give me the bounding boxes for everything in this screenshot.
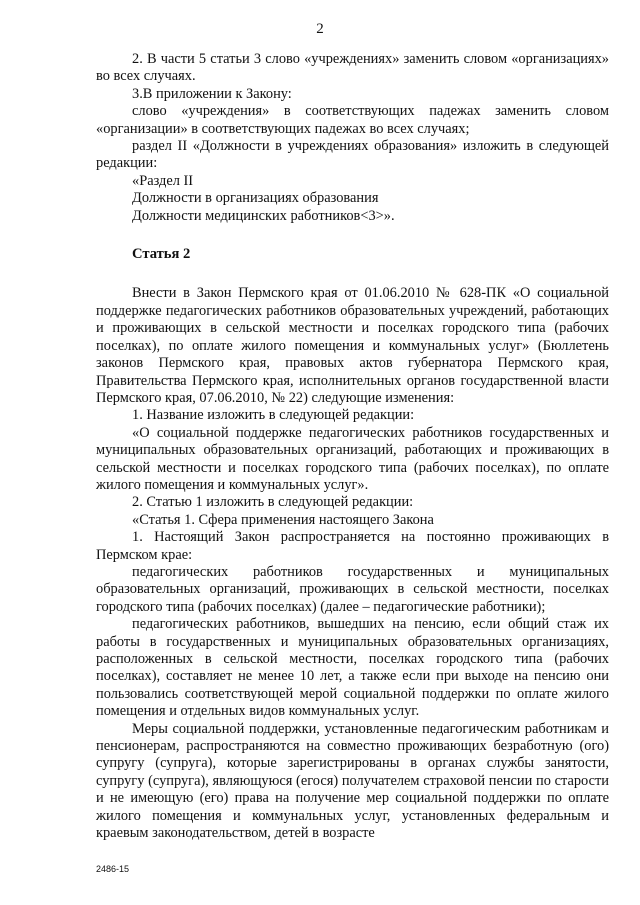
paragraph: педагогических работников государственных и муниципальных образовательных организаций, проживающих в сельской местности, поселках городского типа (рабочих поселках) (далее – педагогические работники); xyxy=(96,563,609,615)
article-heading: Статья 2 xyxy=(132,246,191,263)
paragraph: педагогических работников, вышедших на пенсию, если общий стаж их работы в государственных и муниципальных образовательных организациях, расположенных в сельской местности, поселках городского типа (рабочих поселках), составляет не менее 10 лет, а также если при выходе на пенсию они пользовались соответствующей мерой социальной поддержки по оплате жилого помещения и отдельных видов коммунальных услуг. xyxy=(96,616,609,720)
document-body xyxy=(96,51,609,842)
paragraph: Внести в Закон Пермского края от 01.06.2010 № 628-ПК «О социальной поддержке педагогических работников образовательных учреждений, работающих и проживающих в сельской местности и поселках городского типа (рабочих поселках), по оплате жилого помещения и коммунальных услуг» (Бюллетень законов Пермского края, правовых актов губернатора Пермского края, Правительства Пермского края, исполнительных органов государственной власти Пермского края, 07.06.2010, № 22) следующие изменения: xyxy=(96,285,609,406)
paragraph: раздел II «Должности в учреждениях образования» изложить в следующей редакции: xyxy=(96,138,609,172)
paragraph: «Раздел II xyxy=(132,172,194,189)
paragraph: «О социальной поддержке педагогических работников государственных и муниципальных образовательных организаций, работающих и проживающих в сельской местности и поселках городского типа (рабочих поселках), по оплате жилого помещения и коммунальных услуг». xyxy=(96,424,609,493)
paragraph: 1. Настоящий Закон распространяется на постоянно проживающих в Пермском крае: xyxy=(96,529,609,563)
paragraph: слово «учреждения» в соответствующих падежах заменить словом «организации» в соответствующих падежах во всех случаях; xyxy=(96,103,609,137)
paragraph: «Статья 1. Сфера применения настоящего Закона xyxy=(132,511,434,528)
document-code: 2486-15 xyxy=(96,864,130,874)
paragraph: Меры социальной поддержки, установленные педагогическим работникам и пенсионерам, распространяются на совместно проживающих безработную (ого) супругу (супруга), которые зарегистрированы в органах службы занятости, супругу (супруга), являющуюся (егося) получателем страховой пенсии по старости и не имеющую (его) права на получение мер социальной поддержки по оплате жилого помещения и коммунальных услуг, установленных федеральным и краевым законодательством, детей в возрасте xyxy=(96,720,609,842)
paragraph: 3.В приложении к Закону: xyxy=(132,85,292,102)
paragraph: Должности в организациях образования xyxy=(132,190,379,207)
paragraph: 2. Статью 1 изложить в следующей редакции: xyxy=(132,494,414,511)
page-number: 2 xyxy=(316,21,324,37)
paragraph: Должности медицинских работников<3>». xyxy=(132,207,395,224)
paragraph: 1. Название изложить в следующей редакции: xyxy=(132,407,415,424)
paragraph: 2. В части 5 статьи 3 слово «учреждениях» заменить словом «организациях» во всех случаях. xyxy=(96,51,609,85)
